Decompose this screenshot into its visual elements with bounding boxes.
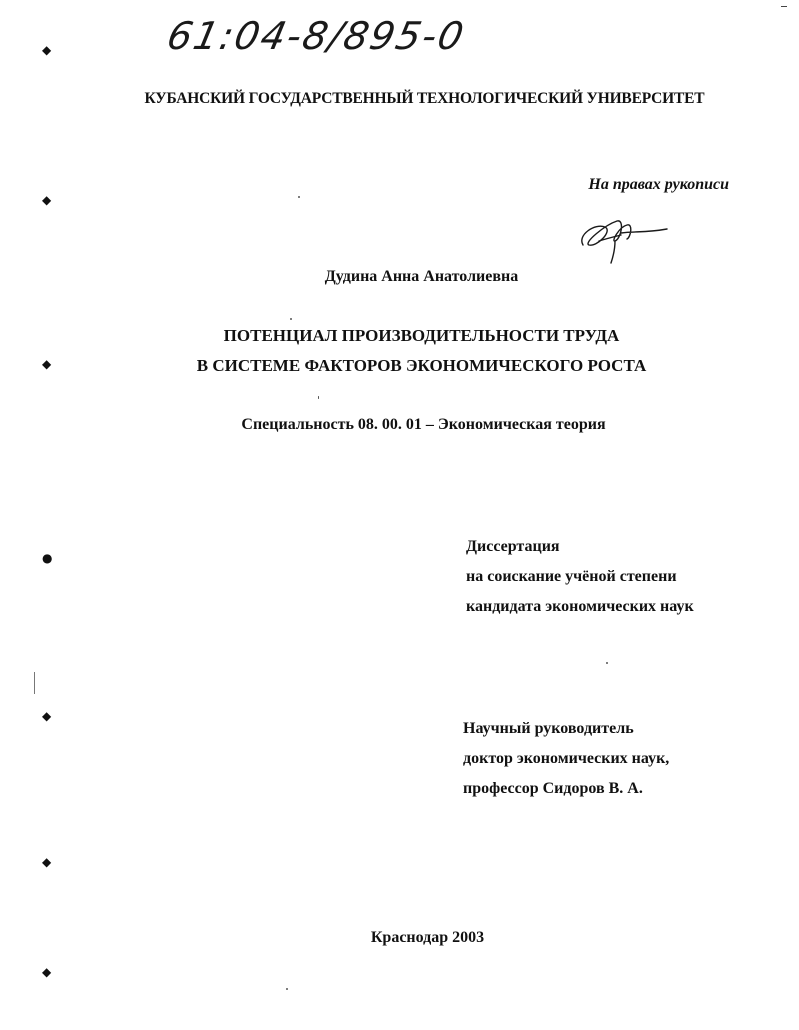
scan-edge-line bbox=[34, 672, 35, 694]
dissertation-title-line-2: В СИСТЕМЕ ФАКТОРОВ ЭКОНОМИЧЕСКОГО РОСТА bbox=[196, 356, 647, 375]
city-year: Краснодар 2003 bbox=[370, 929, 485, 946]
scan-hole-mark: ● bbox=[42, 551, 53, 565]
scan-hole-mark: ◆ bbox=[42, 855, 52, 869]
scan-hole-mark: ◆ bbox=[42, 357, 52, 371]
signature-image bbox=[575, 205, 675, 265]
supervisor-name: профессор Сидоров В. А. bbox=[463, 780, 643, 797]
scan-hole-mark: ◆ bbox=[42, 709, 52, 723]
scan-speck bbox=[290, 318, 292, 320]
supervisor-degree: доктор экономических наук, bbox=[463, 750, 670, 767]
dissertation-degree-block bbox=[466, 532, 694, 622]
author-name: Дудина Анна Анатолиевна bbox=[324, 268, 519, 285]
dissertation-title-line-1: ПОТЕНЦИАЛ ПРОИЗВОДИТЕЛЬНОСТИ ТРУДА bbox=[223, 326, 620, 345]
rights-note: На правах рукописи bbox=[588, 176, 729, 193]
dissertation-label: Диссертация bbox=[466, 538, 560, 555]
scan-speck bbox=[781, 6, 787, 7]
scan-speck bbox=[286, 988, 288, 990]
scan-speck bbox=[318, 396, 319, 399]
degree-name: кандидата экономических наук bbox=[466, 598, 694, 615]
specialty: Специальность 08. 00. 01 – Экономическая теория bbox=[241, 416, 606, 433]
archive-code-handwritten: 61:04-8/895-0 bbox=[163, 14, 470, 58]
supervisor-block bbox=[463, 714, 669, 804]
degree-purpose: на соискание учёной степени bbox=[466, 568, 677, 585]
scan-speck bbox=[298, 196, 300, 198]
scan-speck bbox=[606, 662, 608, 664]
university-name: КУБАНСКИЙ ГОСУДАРСТВЕННЫЙ ТЕХНОЛОГИЧЕСКИЙ УНИВЕРСИТЕТ bbox=[144, 90, 705, 107]
scan-hole-mark: ◆ bbox=[42, 43, 52, 57]
supervisor-label: Научный руководитель bbox=[463, 720, 634, 737]
scan-hole-mark: ◆ bbox=[42, 965, 52, 979]
scan-hole-mark: ◆ bbox=[42, 193, 52, 207]
